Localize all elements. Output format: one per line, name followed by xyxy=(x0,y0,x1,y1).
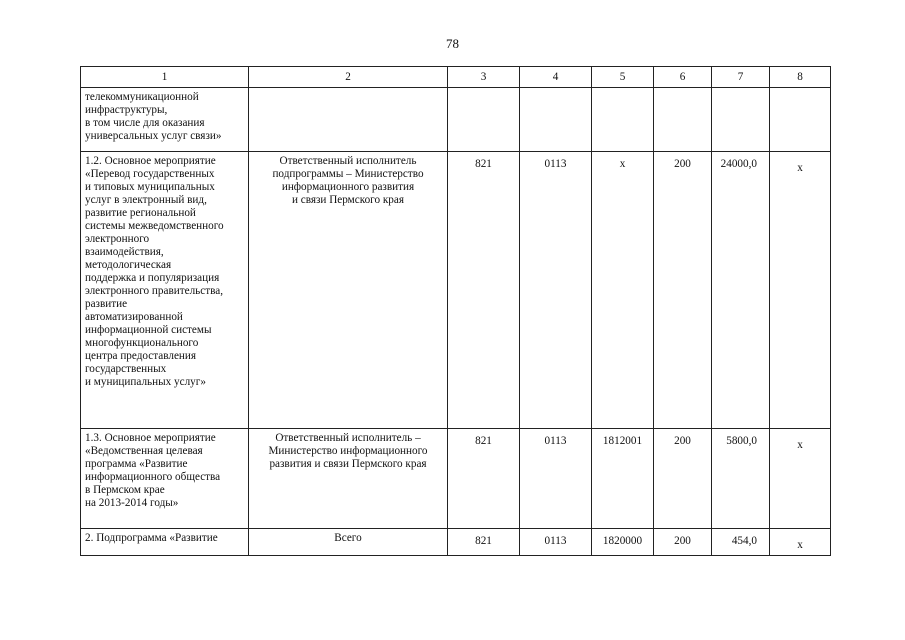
code-cell: 821 xyxy=(448,429,520,529)
code-cell: 1812001 xyxy=(592,429,654,529)
code-cell xyxy=(592,88,654,152)
header-row xyxy=(81,67,831,88)
amount-cell: 5800,0 xyxy=(712,429,770,529)
mark-cell: х xyxy=(770,529,831,556)
column-header: 2 xyxy=(249,67,448,88)
code-cell: 821 xyxy=(448,529,520,556)
page-number: 78 xyxy=(446,36,459,51)
code-cell: 200 xyxy=(654,529,712,556)
executor-cell: Ответственный исполнитель – Министерство информационного развития и связи Пермского края xyxy=(249,429,448,529)
table-row xyxy=(81,152,831,429)
code-cell: 0113 xyxy=(520,529,592,556)
mark-cell: х xyxy=(770,152,831,429)
code-cell: х xyxy=(592,152,654,429)
activity-name-cell: телекоммуникационной инфраструктуры, в том числе для оказания универсальных услуг связи» xyxy=(81,88,249,152)
code-cell xyxy=(654,88,712,152)
column-header: 4 xyxy=(520,67,592,88)
table-row xyxy=(81,429,831,529)
budget-table xyxy=(80,66,831,556)
amount-cell: 454,0 xyxy=(712,529,770,556)
code-cell: 1820000 xyxy=(592,529,654,556)
amount-cell: 24000,0 xyxy=(712,152,770,429)
code-cell: 200 xyxy=(654,152,712,429)
mark-cell xyxy=(770,88,831,152)
code-cell: 0113 xyxy=(520,429,592,529)
table-row xyxy=(81,88,831,152)
code-cell xyxy=(448,88,520,152)
code-cell xyxy=(520,88,592,152)
column-header: 6 xyxy=(654,67,712,88)
executor-cell xyxy=(249,88,448,152)
code-cell: 821 xyxy=(448,152,520,429)
executor-cell: Ответственный исполнитель подпрограммы – Министерство информационного развития и связи Пермского края xyxy=(249,152,448,429)
column-header: 8 xyxy=(770,67,831,88)
mark-cell: х xyxy=(770,429,831,529)
code-cell: 200 xyxy=(654,429,712,529)
activity-name-cell: 1.2. Основное мероприятие «Перевод государственных и типовых муниципальных услуг в электронный вид, развитие региональной системы межведомственного электронного взаимодействия, методологическая поддержка и популяризация электронного правительства, развитие автоматизированной информационной системы многофункционального центра предоставления государственных и муниципальных услуг» xyxy=(81,152,249,429)
code-cell: 0113 xyxy=(520,152,592,429)
amount-cell xyxy=(712,88,770,152)
activity-name-cell: 2. Подпрограмма «Развитие xyxy=(81,529,249,556)
column-header: 3 xyxy=(448,67,520,88)
column-header: 5 xyxy=(592,67,654,88)
column-header: 7 xyxy=(712,67,770,88)
executor-cell: Всего xyxy=(249,529,448,556)
activity-name-cell: 1.3. Основное мероприятие «Ведомственная целевая программа «Развитие информационного общества в Пермском крае на 2013-2014 годы» xyxy=(81,429,249,529)
table-row xyxy=(81,529,831,556)
column-header: 1 xyxy=(81,67,249,88)
